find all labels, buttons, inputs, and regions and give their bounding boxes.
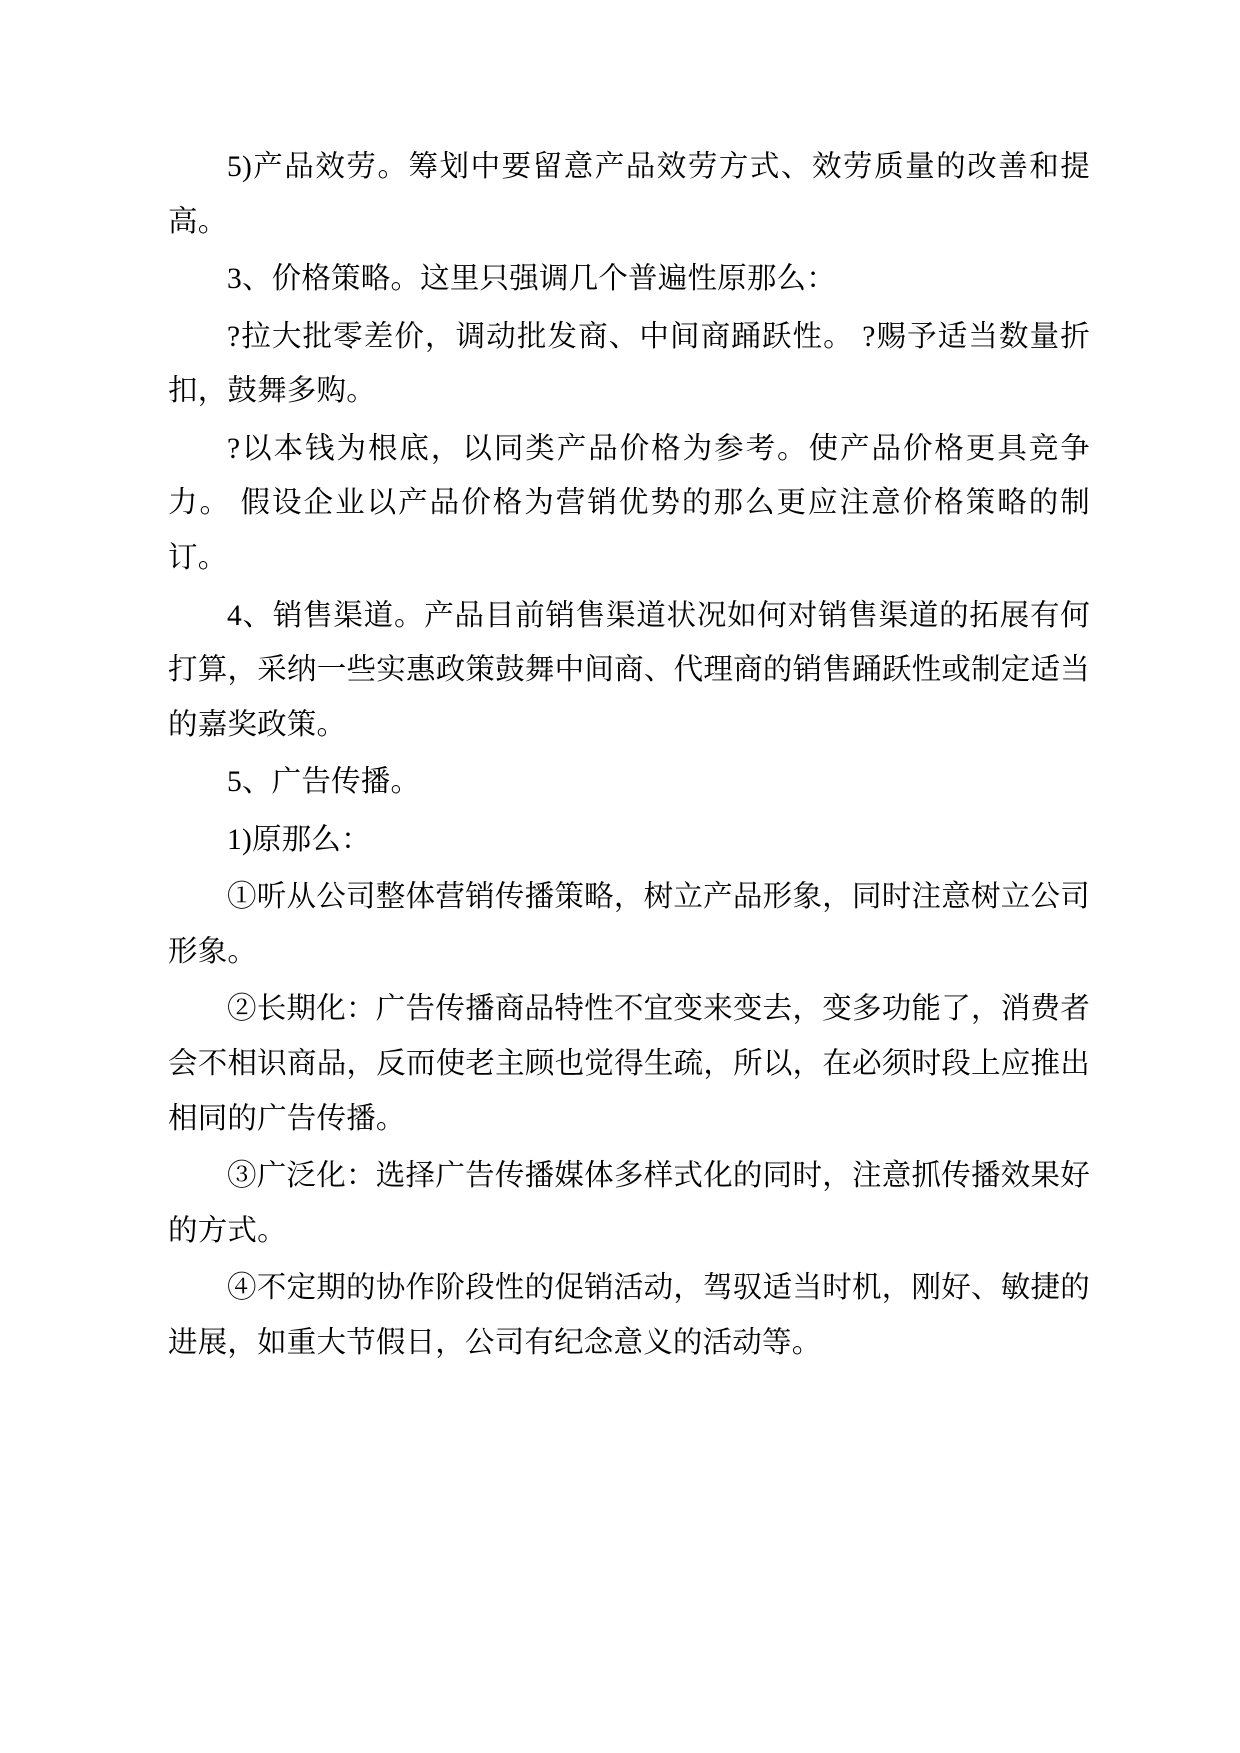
paragraph: ④不定期的协作阶段性的促销活动，驾驭适当时机，刚好、敏捷的进展，如重大节假日，公司有纪念意义的活动等。 (168, 1272, 1090, 1359)
paragraph: 1)原那么： (227, 823, 371, 856)
paragraph: 4、销售渠道。产品目前销售渠道状况如何对销售渠道的拓展有何打算，采纳一些实惠政策鼓舞中间商、代理商的销售踊跃性或制定适当的嘉奖政策。 (168, 599, 1090, 741)
paragraph: 5、广告传播。 (227, 766, 421, 799)
paragraph: ③广泛化：选择广告传播媒体多样式化的同时，注意抓传播效果好的方式。 (168, 1160, 1090, 1247)
paragraph: 3、价格策略。这里只强调几个普遍性原那么： (227, 263, 836, 296)
document-body (168, 140, 1090, 1370)
paragraph: 5)产品效劳。筹划中要留意产品效劳方式、效劳质量的改善和提高。 (168, 151, 1090, 238)
paragraph: ?以本钱为根底，以同类产品价格为参考。使产品价格更具竞争力。 假设企业以产品价格为营销优势的那么更应注意价格策略的制订。 (168, 432, 1090, 574)
paragraph: ①听从公司整体营销传播策略，树立产品形象，同时注意树立公司形象。 (168, 881, 1090, 968)
paragraph: ?拉大批零差价，调动批发商、中间商踊跃性。 ?赐予适当数量折扣，鼓舞多购。 (168, 320, 1090, 408)
paragraph: ②长期化：广告传播商品特性不宜变来变去，变多功能了，消费者会不相识商品，反而使老主顾也觉得生疏，所以，在必须时段上应推出相同的广告传播。 (168, 993, 1090, 1135)
